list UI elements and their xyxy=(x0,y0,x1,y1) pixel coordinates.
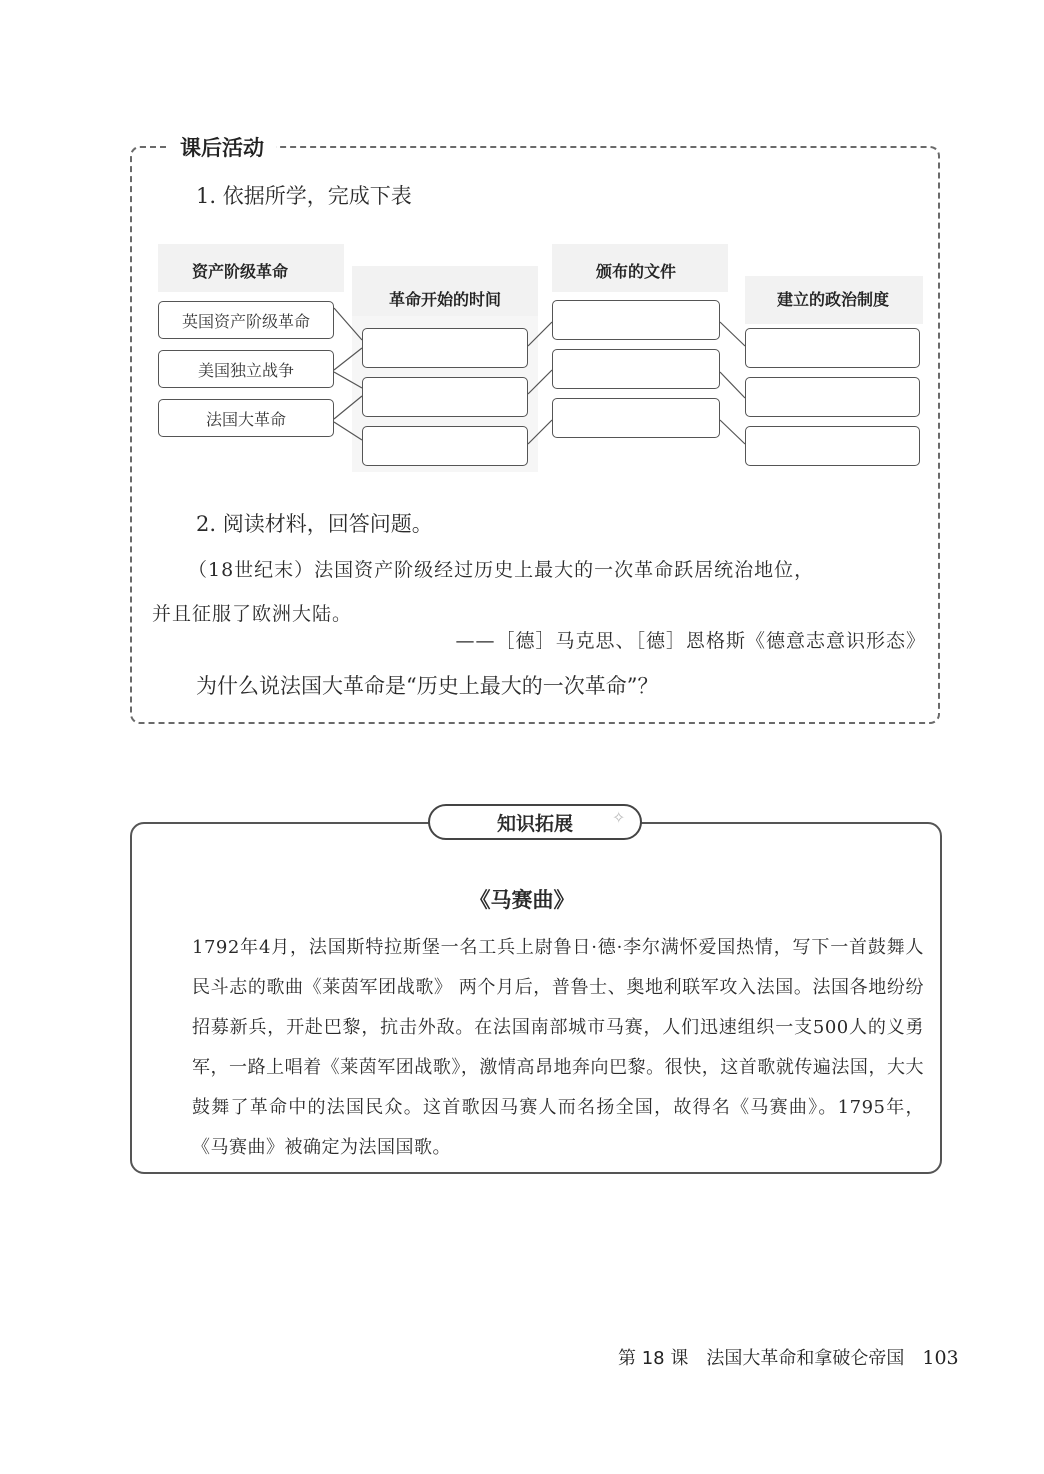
page-footer xyxy=(618,1344,959,1370)
table-header-start-time: 革命开始的时间 xyxy=(389,290,502,309)
material-line-2: 并且征服了欧洲大陆。 xyxy=(152,603,353,625)
material-source: ——［德］马克思、［德］恩格斯《德意志意识形态》 xyxy=(455,630,926,652)
extension-body xyxy=(152,928,924,1168)
blank-political-system-2[interactable] xyxy=(745,377,920,417)
extension-paragraph: 1792年4月，法国斯特拉斯堡一名工兵上尉鲁日·德·李尔满怀爱国热情，写下一首鼓舞人民斗志的歌曲《莱茵军团战歌》 两个月后，普鲁士、奥地利联军攻入法国。法国各地纷纷招募新兵，开赴巴黎，抗击外敌。在法国南部城市马赛，人们迅速组织一支500人的义勇军，一路上唱着《莱茵军团战歌》，激情高昂地奔向巴黎。很快，这首歌就传遍法国，大大鼓舞了革命中的法国民众。这首歌因马赛人而名扬全国，故得名《马赛曲》。1795年，《马赛曲》被确定为法国国歌。 xyxy=(192,937,924,1158)
blank-start-time-1[interactable] xyxy=(362,328,528,368)
blank-document-1[interactable] xyxy=(552,300,720,340)
question-1: 1. 依据所学，完成下表 xyxy=(196,184,412,208)
table-header-document: 颁布的文件 xyxy=(596,262,677,281)
blank-document-2[interactable] xyxy=(552,349,720,389)
blank-start-time-3[interactable] xyxy=(362,426,528,466)
page-number: 103 xyxy=(922,1347,959,1369)
revolution-french: 法国大革命 xyxy=(158,399,334,437)
blank-document-3[interactable] xyxy=(552,398,720,438)
revolution-english: 英国资产阶级革命 xyxy=(158,301,334,339)
table-header-revolution: 资产阶级革命 xyxy=(192,262,289,281)
reading-material xyxy=(152,548,927,636)
discussion-question: 为什么说法国大革命是“历史上最大的一次革命”？ xyxy=(196,674,659,698)
table-header-political-system: 建立的政治制度 xyxy=(777,290,890,309)
question-2: 2. 阅读材料，回答问题。 xyxy=(196,512,433,536)
lesson-title: 第 18 课 法国大革命和拿破仑帝国 xyxy=(618,1348,905,1369)
extension-title: 《马赛曲》 xyxy=(469,888,575,912)
material-line-1: （18世纪末）法国资产阶级经过历史上最大的一次革命跃居统治地位， xyxy=(188,559,815,581)
blank-start-time-2[interactable] xyxy=(362,377,528,417)
blank-political-system-1[interactable] xyxy=(745,328,920,368)
revolution-american: 美国独立战争 xyxy=(158,350,334,388)
activity-title: 课后活动 xyxy=(168,132,276,162)
extension-label: 知识拓展 xyxy=(428,804,642,840)
sparkle-icon: ✧ xyxy=(612,808,626,827)
blank-political-system-3[interactable] xyxy=(745,426,920,466)
